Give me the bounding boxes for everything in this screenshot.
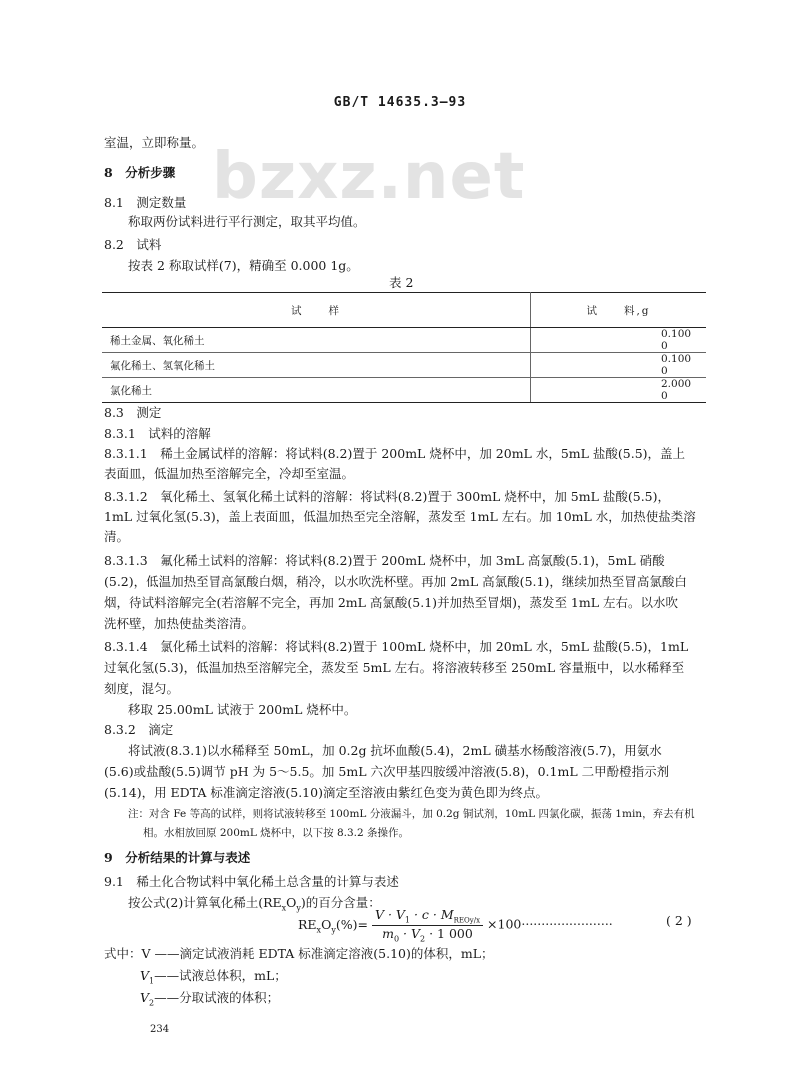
table-cell: 氟化稀土、氢氧化稀土 <box>102 353 531 378</box>
formula-leader: ······················· <box>521 916 613 932</box>
table-header-cell: 试 样 <box>102 293 531 328</box>
text-line: (5.6)或盐酸(5.5)调节 pH 为 5～5.5。加 5mL 六次甲基四胺缓冲溶液(5.8)，0.1mL 二甲酚橙指示剂 <box>104 764 670 779</box>
formula-numerator: $V \cdot V_1 \cdot c \cdot M_{REOy/x}$ <box>372 907 483 926</box>
text-line: 称取两份试料进行平行测定，取其平均值。 <box>128 214 366 229</box>
variable-definition: $V_1——$试液总体积，mL； <box>140 968 287 986</box>
formula-denominator: $m_0 \cdot V_2 \cdot 1$ 000 <box>382 925 473 943</box>
table-cell: 0.100 0 <box>531 353 707 378</box>
formula-lhs: $RE_xO_y(\%)=$ <box>298 916 368 934</box>
table-cell: 2.000 0 <box>531 378 707 403</box>
text-line: 清。 <box>104 529 130 544</box>
page-number: 234 <box>150 1024 170 1035</box>
subsection-heading: 8.1 测定数量 <box>104 195 187 210</box>
note-line: 相。水相放回原 200mL 烧杯中，以下按 8.3.2 条操作。 <box>143 827 410 839</box>
variable-definition: $V_2——$分取试液的体积； <box>140 990 280 1008</box>
subsection-heading: 8.2 试料 <box>104 237 162 252</box>
text-line: 8.3.1.1 稀土金属试样的溶解：将试料(8.2)置于 200mL 烧杯中，加 20mL 水，5mL 盐酸(5.5)，盖上 <box>104 446 686 461</box>
table-cell: 氯化稀土 <box>102 378 531 403</box>
text-line: 室温，立即称量。 <box>104 135 205 150</box>
table-row <box>102 378 706 403</box>
text-line: 表面皿，低温加热至溶解完全，冷却至室温。 <box>104 466 355 481</box>
section-heading-8: 8 分析步骤 <box>104 165 176 180</box>
text-line: 8.3.1.3 氟化稀土试料的溶解：将试料(8.2)置于 200mL 烧杯中，加 3mL 高氯酸(5.1)，5mL 硝酸 <box>104 553 665 568</box>
text-line: 8.3.1.2 氧化稀土、氢氧化稀土试料的溶解：将试料(8.2)置于 300mL 烧杯中，加 5mL 盐酸(5.5)， <box>104 489 671 504</box>
formula-number: ( 2 ) <box>666 913 692 928</box>
formula-tail: ×100 <box>487 916 522 932</box>
subsection-heading: 8.3.1 试料的溶解 <box>104 426 211 441</box>
subsection-heading: 8.3 测定 <box>104 405 162 420</box>
text-line: 洗杯壁，加热使盐类溶清。 <box>104 616 255 631</box>
text-line: (5.2)，低温加热至冒高氯酸白烟，稍冷，以水吹洗杯壁。再加 2mL 高氯酸(5.1)，继续加热至冒高氯酸白 <box>104 574 687 589</box>
table-row <box>102 328 706 353</box>
table-cell: 0.100 0 <box>531 328 707 353</box>
table-row <box>102 353 706 378</box>
table-header-cell: 试 料,g <box>531 293 707 328</box>
text-line: 刻度，混匀。 <box>104 681 180 696</box>
table-cell: 稀土金属、氧化稀土 <box>102 328 531 353</box>
watermark: bzxz.net <box>212 140 526 214</box>
variable-definition: 式中：V ——滴定试液消耗 EDTA 标准滴定溶液(5.10)的体积，mL； <box>104 946 494 961</box>
text-line: 移取 25.00mL 试液于 200mL 烧杯中。 <box>128 702 357 717</box>
text-line: 按公式(2)计算氧化稀土$(RE_xO_y)$的百分含量： <box>128 895 381 913</box>
table-caption: 表 2 <box>389 275 414 290</box>
formula-fraction <box>372 907 483 943</box>
table-header-row <box>102 293 706 328</box>
subsection-heading: 9.1 稀土化合物试料中氧化稀土总含量的计算与表述 <box>104 874 399 889</box>
text-line: (5.14)，用 EDTA 标准滴定溶液(5.10)滴定至溶液由紫红色变为黄色即为终点。 <box>104 785 548 800</box>
formula-2 <box>298 907 613 943</box>
section-heading-9: 9 分析结果的计算与表述 <box>104 850 251 865</box>
text-line: 1mL 过氧化氢(5.3)，盖上表面皿，低温加热至完全溶解，蒸发至 1mL 左右。加 10mL 水，加热使盐类溶 <box>104 509 696 524</box>
text-line: 过氧化氢(5.3)，低温加热至溶解完全，蒸发至 5mL 左右。将溶液转移至 250mL 容量瓶中，以水稀释至 <box>104 660 685 675</box>
note-line: 注：对含 Fe 等高的试样，则将试液转移至 100mL 分液漏斗，加 0.2g 铜试剂，10mL 四氯化碳，振荡 1min，弃去有机 <box>128 808 695 820</box>
text-line: 按表 2 称取试样(7)，精确至 0.000 1g。 <box>128 258 359 273</box>
subsection-heading: 8.3.2 滴定 <box>104 722 174 737</box>
sample-table <box>102 292 706 403</box>
page-header: GB/T 14635.3—93 <box>333 95 467 110</box>
text-line: 烟，待试料溶解完全(若溶解不完全，再加 2mL 高氯酸(5.1)并加热至冒烟)，蒸发至 1mL 左右。以水吹 <box>104 595 678 610</box>
text-line: 将试液(8.3.1)以水稀释至 50mL，加 0.2g 抗坏血酸(5.4)，2mL 磺基水杨酸溶液(5.7)，用氨水 <box>128 743 662 758</box>
text-line: 8.3.1.4 氯化稀土试料的溶解：将试料(8.2)置于 100mL 烧杯中，加 20mL 水，5mL 盐酸(5.5)，1mL <box>104 639 689 654</box>
